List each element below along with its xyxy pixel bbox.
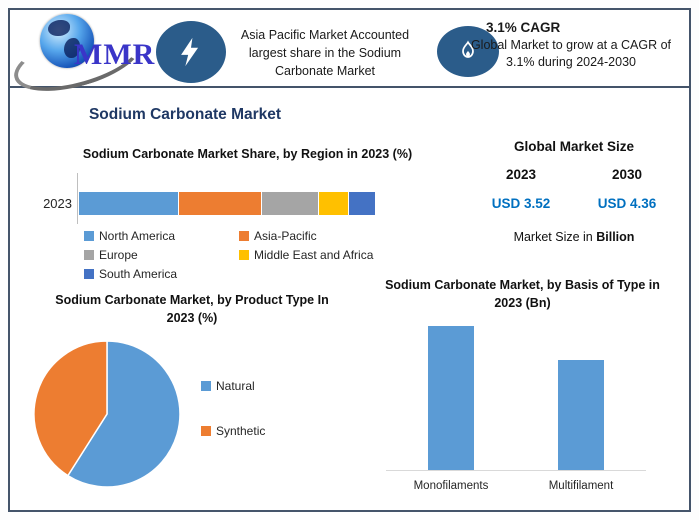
legend-label: Asia-Pacific xyxy=(254,229,317,243)
bar-label-monofilaments: Monofilaments xyxy=(413,480,489,492)
region-legend xyxy=(84,229,414,281)
market-size-years xyxy=(468,167,680,182)
legend-label: Synthetic xyxy=(216,424,266,438)
legend-label: Middle East and Africa xyxy=(254,248,374,262)
type-chart-title: Sodium Carbonate Market, by Basis of Type in 2023 (Bn) xyxy=(385,278,660,310)
bar-segment-north-america xyxy=(79,192,179,215)
pie-legend xyxy=(201,379,265,469)
bar-segment-asia-pacific xyxy=(179,192,262,215)
bar-segment-europe xyxy=(262,192,318,215)
value-start: USD 3.52 xyxy=(491,196,551,211)
market-size-note xyxy=(468,230,680,244)
legend-marker-south-america xyxy=(84,269,94,279)
type-chart-labels xyxy=(386,478,646,492)
legend-label: Natural xyxy=(216,379,255,393)
logo-text: MMR xyxy=(74,38,156,71)
bar-wrap-monofilaments xyxy=(386,300,516,470)
legend-label: Europe xyxy=(99,248,138,262)
legend-marker-north-america xyxy=(84,231,94,241)
year-start: 2023 xyxy=(505,167,537,182)
region-chart-axis xyxy=(77,173,78,224)
legend-marker-synthetic xyxy=(201,426,211,436)
legend-item-synthetic xyxy=(201,424,265,438)
bar-multifilament xyxy=(558,360,604,470)
cagr-block xyxy=(470,20,672,71)
header-divider xyxy=(10,86,689,88)
legend-item-north-america xyxy=(84,229,239,243)
mmr-logo xyxy=(18,12,156,82)
market-size-title: Global Market Size xyxy=(513,139,635,154)
value-end: USD 4.36 xyxy=(597,196,657,211)
type-bars xyxy=(386,300,646,470)
page-title: Sodium Carbonate Market xyxy=(88,106,282,123)
legend-item-natural xyxy=(201,379,265,393)
bar-label-multifilament: Multifilament xyxy=(548,480,614,492)
header-highlight-text: Asia Pacific Market Accounted largest share in the Sodium Carbonate Market xyxy=(240,28,410,79)
legend-label: South America xyxy=(99,267,178,281)
note-unit: Billion xyxy=(596,230,635,244)
bar-segment-middle-east-and-africa xyxy=(319,192,349,215)
legend-label: North America xyxy=(99,229,176,243)
region-stacked-bar xyxy=(79,192,375,215)
legend-marker-natural xyxy=(201,381,211,391)
note-prefix: Market Size in xyxy=(513,230,597,244)
legend-item-middle-east-and-africa xyxy=(239,248,414,262)
product-type-pie xyxy=(32,339,182,489)
cagr-title: 3.1% CAGR xyxy=(486,20,561,35)
legend-item-south-america xyxy=(84,267,239,281)
bar-monofilaments xyxy=(428,326,474,470)
lightning-bolt-icon xyxy=(156,21,226,83)
cagr-description: Global Market to grow at a CAGR of 3.1% during 2024-2030 xyxy=(470,38,672,69)
legend-marker-asia-pacific xyxy=(239,231,249,241)
region-chart-category-label: 2023 xyxy=(43,196,72,211)
bar-wrap-multifilament xyxy=(516,300,646,470)
year-end: 2030 xyxy=(611,167,643,182)
region-chart-title: Sodium Carbonate Market Share, by Region in 2023 (%) xyxy=(82,147,413,161)
legend-marker-middle-east-and-africa xyxy=(239,250,249,260)
legend-item-europe xyxy=(84,248,239,262)
legend-marker-europe xyxy=(84,250,94,260)
legend-item-asia-pacific xyxy=(239,229,414,243)
bar-segment-south-america xyxy=(349,192,375,215)
market-size-values xyxy=(468,196,680,211)
pie-chart-title: Sodium Carbonate Market, by Product Type In 2023 (%) xyxy=(55,293,329,325)
type-chart-baseline xyxy=(386,470,646,471)
